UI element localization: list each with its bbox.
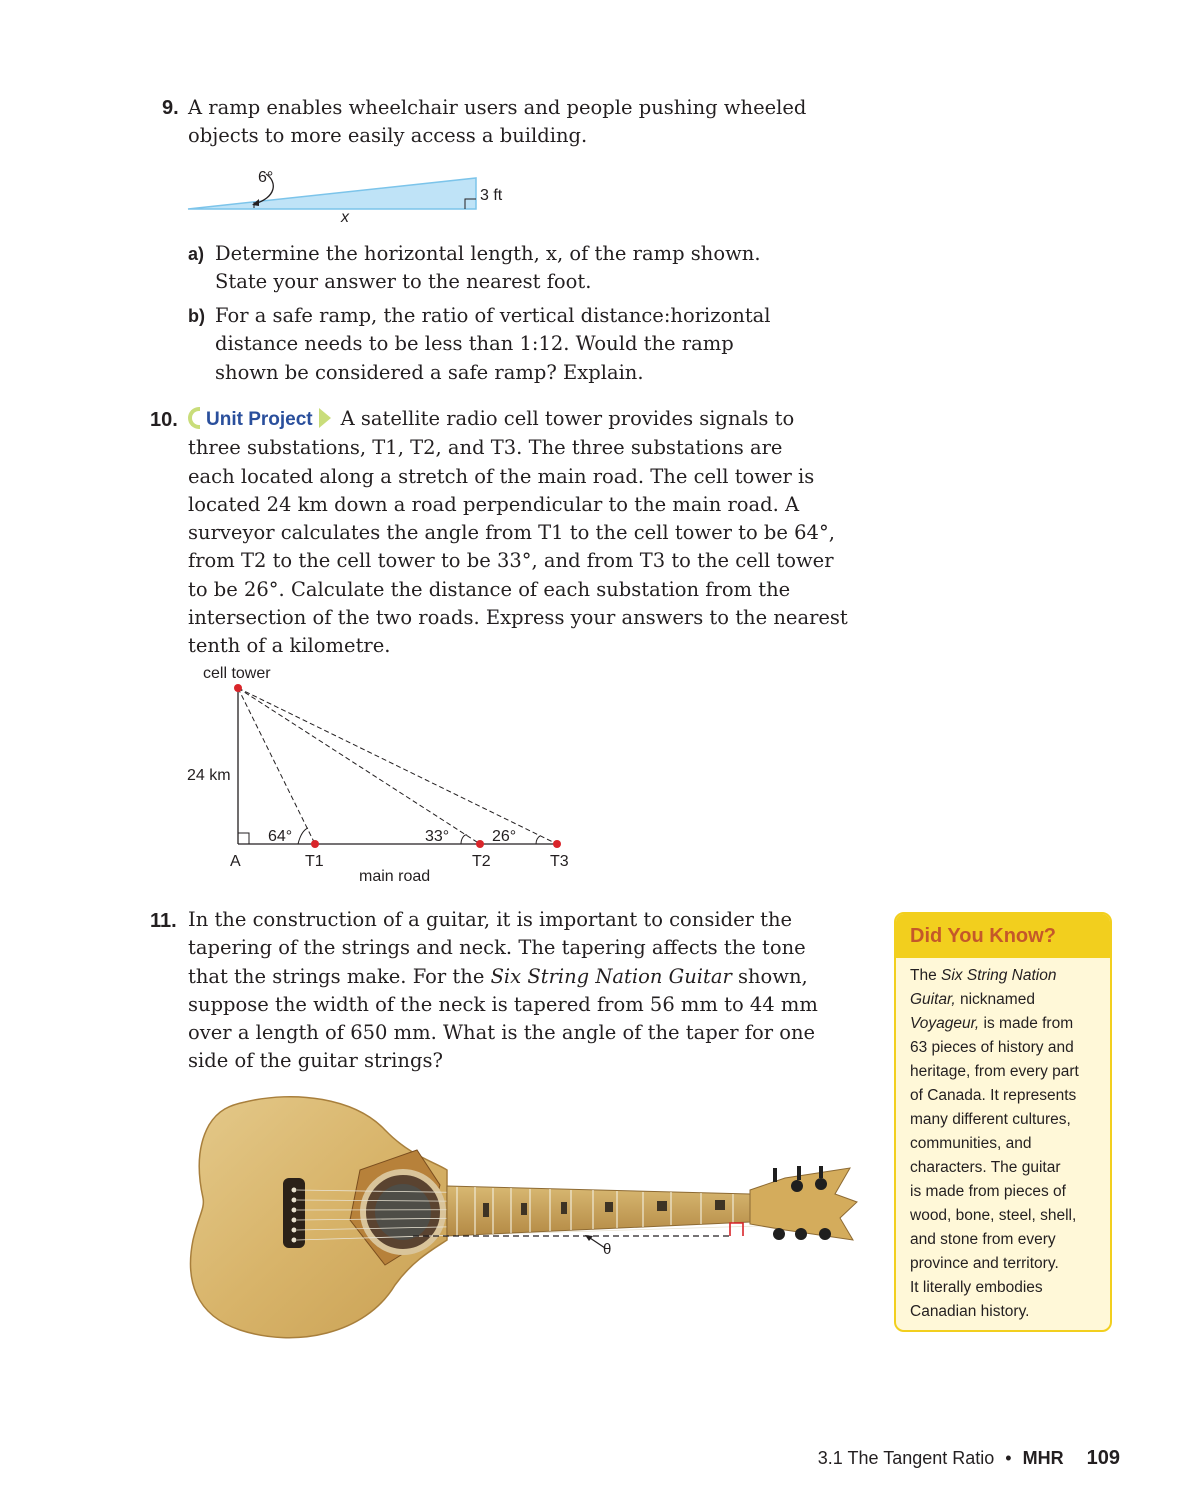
text-line: heritage, from every part bbox=[910, 1063, 1079, 1080]
did-you-know-box bbox=[894, 912, 1112, 1332]
problem-10-text bbox=[188, 405, 848, 661]
point-t3-label: T3 bbox=[550, 853, 569, 870]
text-line: communities, and bbox=[910, 1135, 1032, 1152]
page-number: 109 bbox=[1086, 1447, 1120, 1469]
point-a-label: A bbox=[230, 853, 241, 870]
text-line: In the construction of a guitar, it is important to consider the bbox=[188, 908, 793, 931]
taper-right-angle bbox=[730, 1223, 743, 1236]
ramp-angle-label: 6° bbox=[258, 169, 274, 186]
ramp-diagram bbox=[180, 160, 520, 230]
text-line: over a length of 650 mm. What is the angle of the taper for one bbox=[188, 1021, 816, 1045]
did-you-know-text bbox=[896, 958, 1110, 1324]
t1-point bbox=[311, 840, 319, 848]
text-line: surveyor calculates the angle from T1 to the cell tower to be 64°, bbox=[188, 521, 835, 545]
text-line: many different cultures, bbox=[910, 1111, 1071, 1128]
text-line: tapering of the strings and neck. The tapering affects the tone bbox=[188, 936, 806, 960]
section-title: 3.1 The Tangent Ratio bbox=[817, 1448, 995, 1468]
text-line: located 24 km down a road perpendicular to the main road. A bbox=[188, 492, 800, 516]
text-segment: is made from bbox=[979, 1015, 1074, 1032]
text-segment: that the strings make. For the bbox=[188, 964, 491, 988]
angle-33-label: 33° bbox=[425, 828, 450, 845]
cell-tower-label: cell tower bbox=[203, 665, 271, 682]
text-line: to be 26°. Calculate the distance of each substation from the bbox=[188, 577, 791, 601]
text-line: intersection of the two roads. Express your answers to the nearest bbox=[188, 606, 848, 630]
sightline-t2 bbox=[238, 688, 480, 844]
problem-11-number: 11. bbox=[150, 910, 177, 932]
text-line-first: A satellite radio cell tower provides signals to bbox=[340, 407, 795, 430]
text-segment: Six String Nation bbox=[941, 967, 1057, 984]
guitar-name: Six String Nation Guitar bbox=[490, 964, 732, 988]
t2-point bbox=[476, 840, 484, 848]
text-line: A ramp enables wheelchair users and people pushing wheeled bbox=[188, 96, 807, 119]
text-line: province and territory. bbox=[910, 1255, 1059, 1272]
text-segment: nicknamed bbox=[955, 991, 1035, 1008]
text-line bbox=[910, 1012, 1098, 1036]
text-line: objects to more easily access a building. bbox=[188, 124, 588, 148]
problem-10-number: 10. bbox=[150, 409, 178, 431]
problem-9-number: 9. bbox=[162, 97, 179, 119]
angle-arc-t1 bbox=[298, 828, 308, 844]
text-line: Canadian history. bbox=[910, 1303, 1030, 1320]
text-line: tenth of a kilometre. bbox=[188, 634, 391, 658]
text-line: Determine the horizontal length, x, of the ramp shown. bbox=[215, 242, 761, 265]
guitar-illustration bbox=[185, 1090, 865, 1350]
theta-arrow-head bbox=[585, 1235, 593, 1241]
text-line: 63 pieces of history and bbox=[910, 1039, 1074, 1056]
text-line: from T2 to the cell tower to be 33°, and from T3 to the cell tower bbox=[188, 549, 834, 573]
text-line bbox=[188, 963, 818, 991]
page-footer bbox=[818, 1447, 1120, 1470]
sightline-t3 bbox=[238, 688, 557, 844]
sightline-t1 bbox=[238, 688, 315, 844]
did-you-know-title: Did You Know? bbox=[896, 914, 1110, 958]
problem-11-text bbox=[188, 906, 818, 1076]
text-line bbox=[188, 405, 848, 434]
angle-26-label: 26° bbox=[492, 828, 517, 845]
text-line: of Canada. It represents bbox=[910, 1087, 1077, 1104]
right-angle-mark bbox=[238, 833, 249, 844]
t3-point bbox=[553, 840, 561, 848]
text-line bbox=[910, 964, 1098, 988]
unit-project-tag: Unit Project bbox=[188, 406, 331, 434]
text-segment: shown, bbox=[731, 964, 808, 988]
part-b-text bbox=[215, 302, 771, 387]
ramp-triangle bbox=[188, 178, 476, 209]
text-segment: Guitar, bbox=[910, 991, 956, 1008]
ramp-height-label: 3 ft bbox=[480, 187, 503, 204]
angle-64-label: 64° bbox=[268, 828, 293, 845]
text-line: shown be considered a safe ramp? Explain. bbox=[215, 360, 644, 384]
text-segment: The bbox=[910, 967, 942, 984]
cell-tower-point bbox=[234, 684, 242, 692]
problem-9-text bbox=[188, 94, 806, 151]
cell-tower-diagram bbox=[180, 680, 580, 860]
text-line bbox=[910, 988, 1098, 1012]
ramp-base-label: x bbox=[341, 209, 349, 226]
text-line: each located along a stretch of the main road. The cell tower is bbox=[188, 464, 815, 488]
text-line: is made from pieces of bbox=[910, 1183, 1066, 1200]
theta-label: θ bbox=[603, 1241, 612, 1258]
sound-hole bbox=[375, 1184, 431, 1240]
text-line: distance needs to be less than 1:12. Would the ramp bbox=[215, 332, 734, 356]
part-a-label: a) bbox=[188, 244, 205, 264]
main-road-label: main road bbox=[359, 868, 431, 885]
text-segment: Voyageur, bbox=[910, 1015, 980, 1032]
text-line: three substations, T1, T2, and T3. The three substations are bbox=[188, 436, 783, 460]
point-t1-label: T1 bbox=[305, 853, 324, 870]
text-line: side of the guitar strings? bbox=[188, 1049, 443, 1073]
point-t2-label: T2 bbox=[472, 853, 491, 870]
publisher-name: MHR bbox=[1022, 1448, 1064, 1468]
part-a-text bbox=[215, 240, 761, 297]
text-line: It literally embodies bbox=[910, 1279, 1043, 1296]
angle-arc-t2 bbox=[461, 835, 467, 844]
text-line: wood, bone, steel, shell, bbox=[910, 1207, 1077, 1224]
text-line: characters. The guitar bbox=[910, 1159, 1061, 1176]
text-line: suppose the width of the neck is tapered from 56 mm to 44 mm bbox=[188, 992, 818, 1016]
footer-bullet: • bbox=[1005, 1448, 1012, 1468]
text-line: For a safe ramp, the ratio of vertical distance:horizontal bbox=[215, 304, 771, 327]
height-label: 24 km bbox=[187, 767, 231, 784]
text-line: and stone from every bbox=[910, 1231, 1056, 1248]
part-b-label: b) bbox=[188, 306, 205, 326]
text-line: State your answer to the nearest foot. bbox=[215, 270, 592, 294]
angle-arc-t3 bbox=[536, 836, 540, 844]
